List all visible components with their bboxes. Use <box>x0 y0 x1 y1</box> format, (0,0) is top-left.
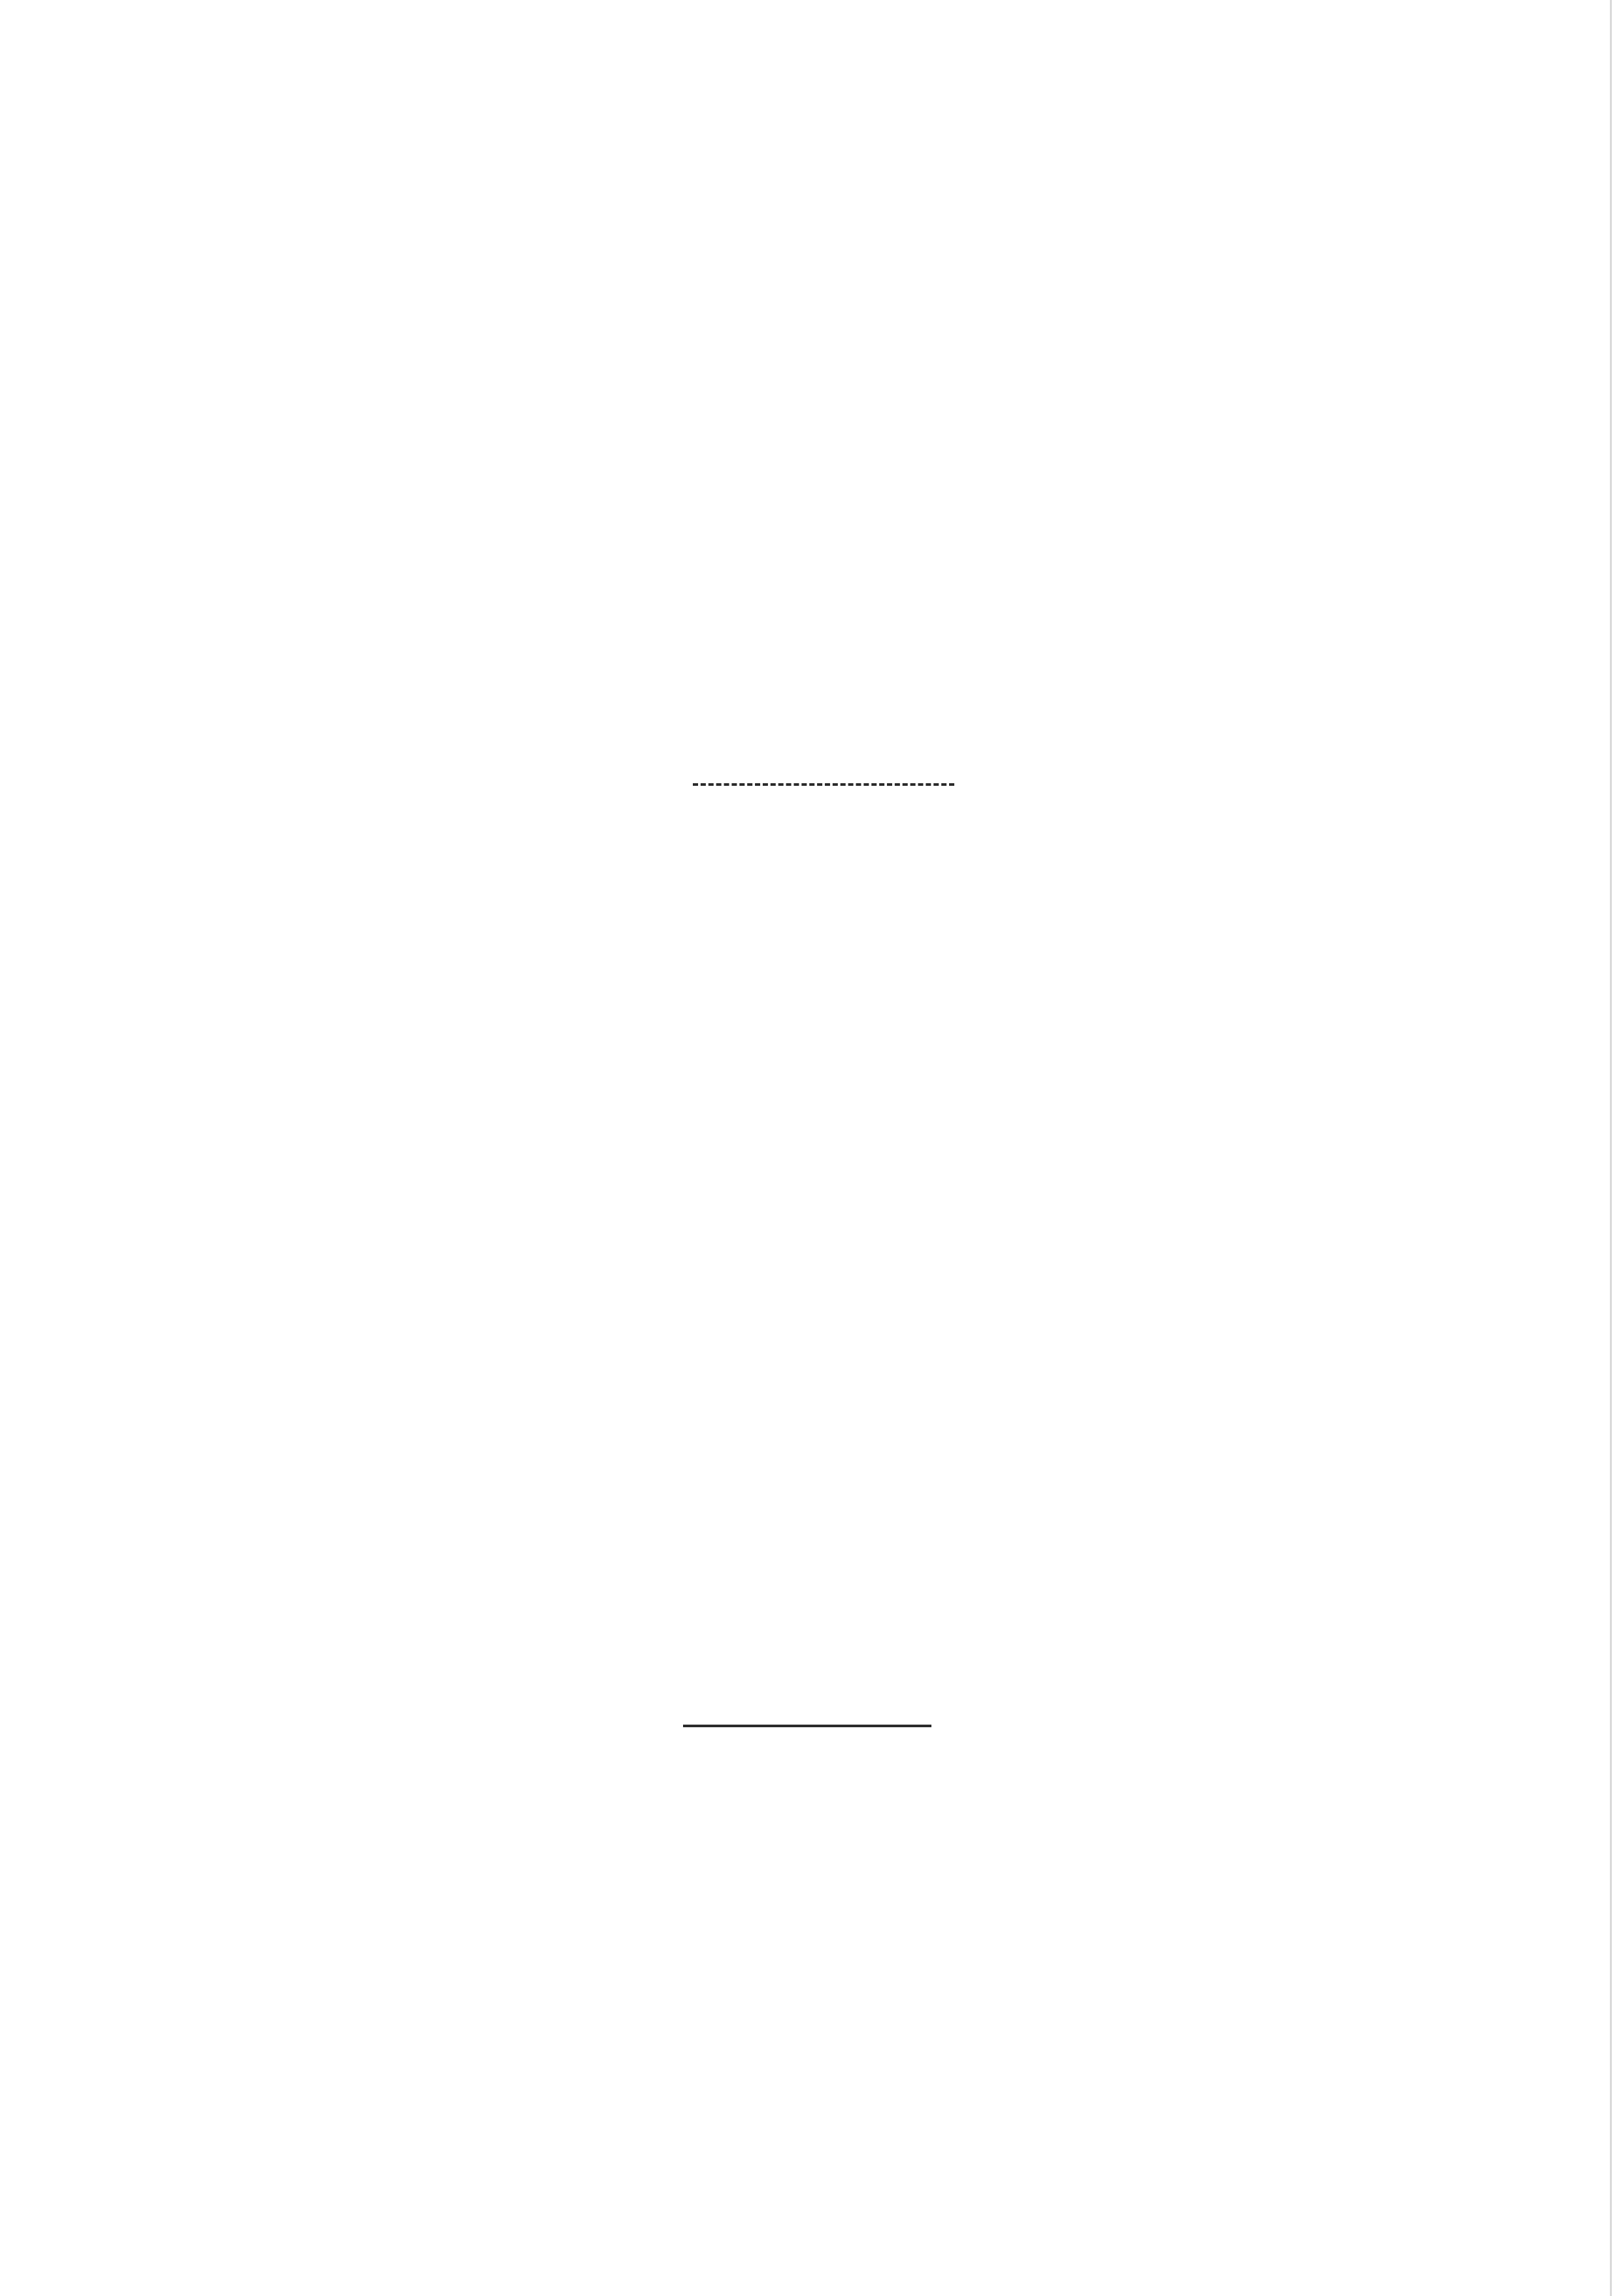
title-block <box>235 1793 1386 2048</box>
body-paragraph-1 <box>157 1615 1458 1662</box>
title-line-2 <box>235 1946 1386 1997</box>
closing-divider <box>693 783 954 786</box>
title-line-4 <box>235 1844 1386 1895</box>
body-paragraph-2 <box>157 1549 1458 1596</box>
title-line-5 <box>235 1793 1386 1844</box>
body-paragraph-3 <box>157 1484 1458 1531</box>
title-line-1 <box>235 1997 1386 2048</box>
body-text <box>157 1466 1458 1662</box>
title-divider <box>683 1725 931 1727</box>
title-line-3 <box>235 1895 1386 1946</box>
